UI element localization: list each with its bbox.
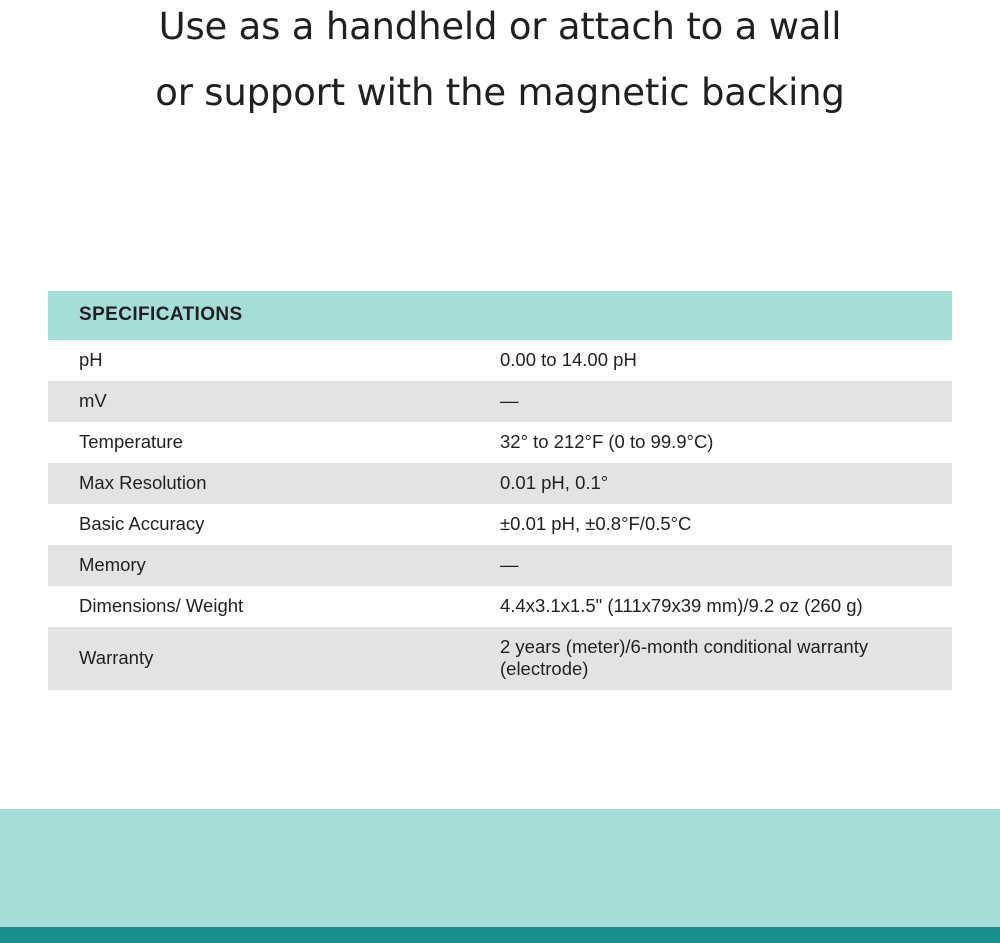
spec-label: pH	[48, 340, 500, 381]
specifications-table-head	[48, 291, 952, 340]
table-row	[48, 422, 952, 463]
spec-label: Basic Accuracy	[48, 504, 500, 545]
spec-label: Max Resolution	[48, 463, 500, 504]
headline-line-1: Use as a handheld or attach to a wall	[158, 5, 842, 48]
spec-label: Dimensions/ Weight	[48, 586, 500, 627]
footer-band	[0, 809, 1000, 927]
spec-value: —	[500, 381, 952, 422]
spec-value: 2 years (meter)/6-month conditional warranty (electrode)	[500, 627, 952, 690]
table-row	[48, 586, 952, 627]
spec-label: Warranty	[48, 627, 500, 690]
spec-label: Memory	[48, 545, 500, 586]
headline-line-2: or support with the magnetic backing	[155, 71, 845, 114]
specifications-title: SPECIFICATIONS	[48, 291, 952, 340]
spec-value: 0.00 to 14.00 pH	[500, 340, 952, 381]
spec-label: mV	[48, 381, 500, 422]
spec-value: ±0.01 pH, ±0.8°F/0.5°C	[500, 504, 952, 545]
table-row	[48, 627, 952, 690]
spec-value: 0.01 pH, 0.1°	[500, 463, 952, 504]
table-row	[48, 545, 952, 586]
footer-rule	[0, 927, 1000, 943]
specifications-table-body	[48, 340, 952, 690]
table-row	[48, 381, 952, 422]
specifications-table	[48, 291, 952, 690]
spec-value: —	[500, 545, 952, 586]
table-row	[48, 463, 952, 504]
table-row	[48, 340, 952, 381]
specifications-header-row	[48, 291, 952, 340]
table-row	[48, 504, 952, 545]
spec-value: 32° to 212°F (0 to 99.9°C)	[500, 422, 952, 463]
spec-label: Temperature	[48, 422, 500, 463]
page-headline	[0, 0, 1000, 126]
spec-value: 4.4x3.1x1.5" (111x79x39 mm)/9.2 oz (260 g)	[500, 586, 952, 627]
